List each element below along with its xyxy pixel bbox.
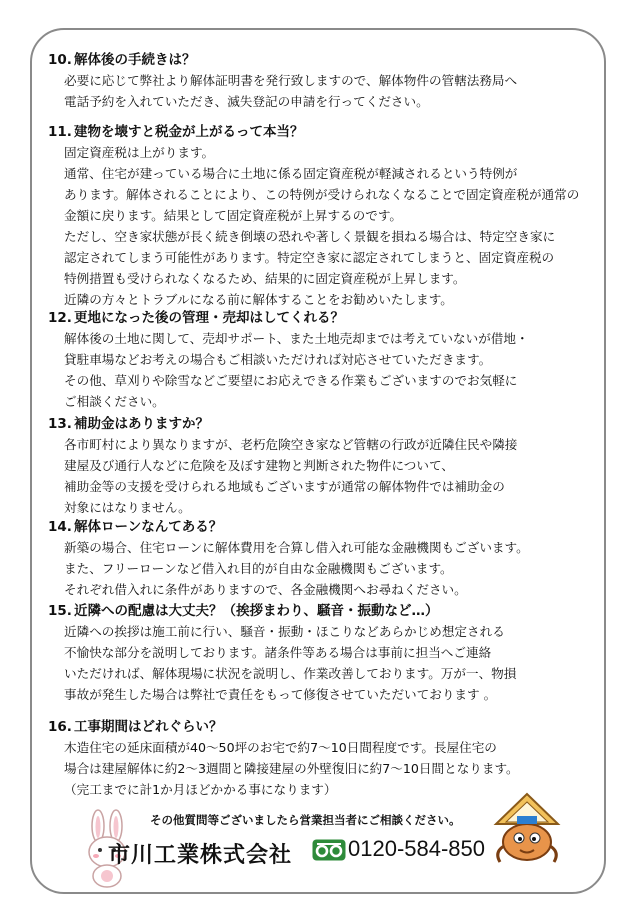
faq-question-text: 解体後の手続きは？ [74,52,196,68]
faq-question [48,601,516,621]
answer-line: 補助金等の支援を受けられる地域もございますが通常の解体物件では補助金の [64,479,505,494]
answer-line: 近隣への挨拶は施工前に行い、騒音・振動・ほこりなどあらかじめ想定される [64,624,505,639]
answer-line: 建屋及び通行人などに危険を及ぼす建物と判断された物件について、 [64,458,454,473]
phone-number: 0120-584-850 [348,836,486,861]
answer-line: 金額に戻ります。結果として固定資産税が上昇するのです。 [64,208,403,223]
faq-answer [64,537,529,600]
faq-item [48,308,529,412]
faq-number: 14. [48,519,72,535]
answer-line: 特例措置も受けられなくなるため、結果的に固定資産税が上昇します。 [64,271,466,286]
answer-line: 固定資産税は上がります。 [64,145,215,160]
answer-line: 貸駐車場などお考えの場合もご相談いただければ対応させていただきます。 [64,352,492,367]
answer-line: 不愉快な部分を説明しております。諸条件等ある場合は事前に担当へご連絡 [64,645,492,660]
answer-line: 新築の場合、住宅ローンに解体費用を合算し借入れ可能な金融機関もございます。 [64,540,529,555]
house-mascot-icon [492,790,562,870]
answer-line: ご相談ください。 [64,394,165,409]
faq-item [48,717,519,800]
answer-line: それぞれ借入れに条件がありますので、各金融機関へお尋ねください。 [64,582,467,597]
answer-line: （完工までに計1か月ほどかかる事になります） [64,782,337,797]
company-name: 市川工業株式会社 [108,843,293,868]
faq-question [48,517,529,537]
faq-question [48,50,517,70]
faq-item [48,50,517,112]
answer-line: 木造住宅の延床面積が40～50坪のお宅で約7～10日間程度です。長屋住宅の [64,740,497,755]
faq-item [48,517,529,600]
faq-item [48,601,516,705]
faq-question [48,717,519,737]
faq-item [48,122,579,310]
faq-question-text: 更地になった後の管理・売却はしてくれる？ [74,310,344,326]
faq-number: 11. [48,124,72,140]
faq-answer [64,621,516,705]
answer-line: 通常、住宅が建っている場合に土地に係る固定資産税が軽減されるという特例が [64,166,518,181]
faq-number: 13. [48,416,72,432]
freedial-icon [312,839,346,861]
answer-line: 場合は建屋解体に約2～3週間と隣接建屋の外壁復旧に約7～10日間となります。 [64,761,519,776]
faq-question-text: 解体ローンなんてある？ [74,519,223,535]
faq-question-text: 建物を壊すと税金が上がるって本当？ [74,124,304,140]
faq-number: 10. [48,52,72,68]
answer-line: 各市町村により異なりますが、老朽危険空き家など管轄の行政が近隣住民や隣接 [64,437,518,452]
answer-line: 解体後の土地に関して、売却サポート、また土地売却までは考えていないが借地・ [64,331,529,346]
faq-question [48,122,579,142]
answer-line: 認定されてしまう可能性があります。特定空き家に認定されてしまうと、固定資産税の [64,250,555,265]
faq-question-text: 近隣への配慮は大丈夫？（挨拶まわり、騒音・振動など…） [74,603,439,619]
answer-line: また、フリーローンなど借入れ目的が自由な金融機関もございます。 [64,561,453,576]
faq-question [48,414,517,434]
faq-question-text: 工事期間はどれぐらい？ [74,719,223,735]
answer-line: いただければ、解体現場に状況を説明し、作業改善しております。万が一、物損 [64,666,517,681]
faq-answer [64,142,579,310]
faq-answer [64,328,529,412]
answer-line: その他、草刈りや除雪などご要望にお応えできる作業もございますのでお気軽に [64,373,518,388]
faq-question [48,308,529,328]
faq-answer [64,434,517,518]
faq-number: 16. [48,719,72,735]
faq-item [48,414,517,518]
faq-answer [64,70,517,112]
faq-question-text: 補助金はありますか？ [74,416,209,432]
answer-line: 近隣の方々とトラブルになる前に解体することをお勧めいたします。 [64,292,453,307]
faq-number: 12. [48,310,72,326]
answer-line: 電話予約を入れていただき、滅失登記の申請を行ってください。 [64,94,429,109]
contact-note: その他質問等ございましたら営業担当者にご相談ください。 [150,813,461,827]
answer-line: 必要に応じて弊社より解体証明書を発行致しますので、解体物件の管轄法務局へ [64,73,518,88]
answer-line: あります。解体されることにより、この特例が受けられなくなることで固定資産税が通常の [64,187,580,202]
faq-answer [64,737,519,800]
answer-line: 事故が発生した場合は弊社で責任をもって修復させていただいております 。 [64,687,497,702]
answer-line: ただし、空き家状態が長く続き倒壊の恐れや著しく景観を損ねる場合は、特定空き家に [64,229,556,244]
answer-line: 対象にはなりません。 [64,500,191,515]
faq-number: 15. [48,603,72,619]
